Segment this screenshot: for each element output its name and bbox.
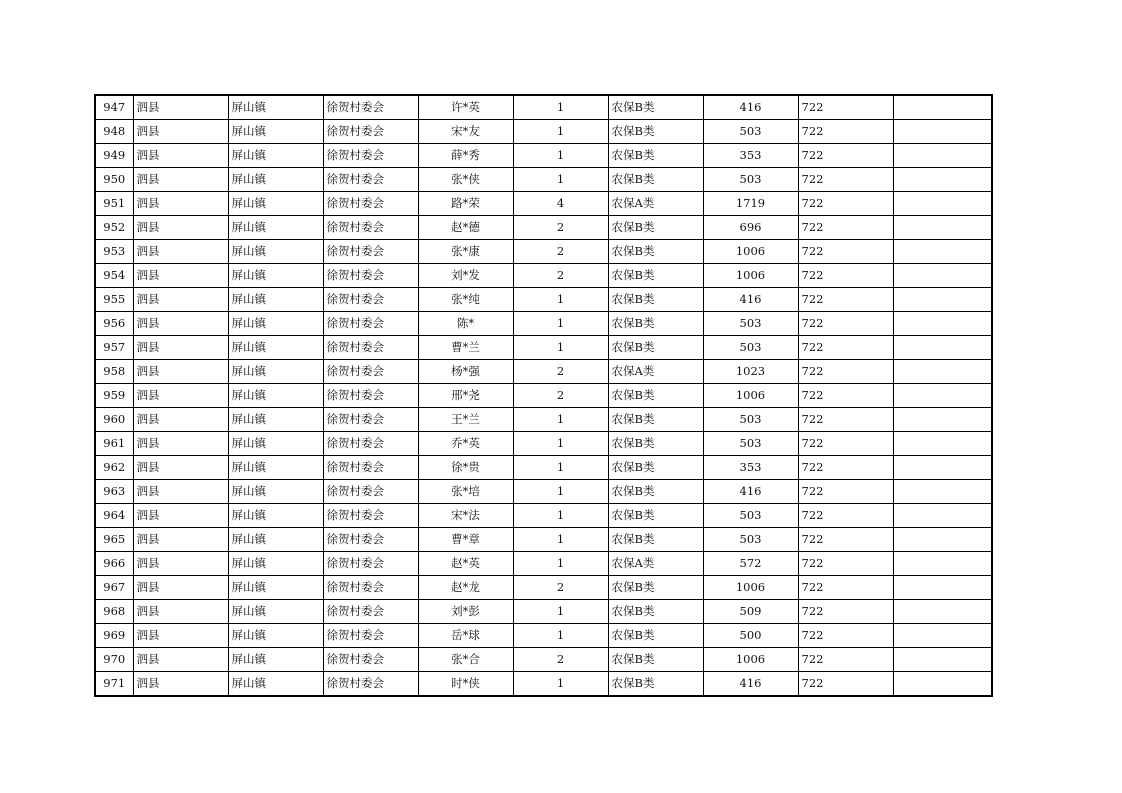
insurance-type-cell: 农保B类 (608, 120, 703, 144)
town-cell: 屏山镇 (228, 432, 323, 456)
household-count-cell: 1 (513, 95, 608, 120)
note-cell (893, 384, 992, 408)
table-row (95, 120, 992, 144)
name-cell: 张*培 (418, 480, 513, 504)
note-cell (893, 360, 992, 384)
county-cell: 泗县 (133, 95, 228, 120)
name-cell: 宋*友 (418, 120, 513, 144)
village-cell: 徐贺村委会 (323, 120, 418, 144)
county-cell: 泗县 (133, 672, 228, 697)
table-row (95, 192, 992, 216)
household-count-cell: 1 (513, 432, 608, 456)
village-cell: 徐贺村委会 (323, 192, 418, 216)
amount-cell: 1006 (703, 576, 798, 600)
household-count-cell: 2 (513, 216, 608, 240)
row-number-cell: 950 (95, 168, 133, 192)
town-cell: 屏山镇 (228, 672, 323, 697)
code-cell: 722 (798, 360, 893, 384)
town-cell: 屏山镇 (228, 456, 323, 480)
village-cell: 徐贺村委会 (323, 336, 418, 360)
amount-cell: 503 (703, 312, 798, 336)
town-cell: 屏山镇 (228, 504, 323, 528)
town-cell: 屏山镇 (228, 480, 323, 504)
village-cell: 徐贺村委会 (323, 312, 418, 336)
note-cell (893, 456, 992, 480)
note-cell (893, 552, 992, 576)
village-cell: 徐贺村委会 (323, 528, 418, 552)
code-cell: 722 (798, 528, 893, 552)
note-cell (893, 288, 992, 312)
name-cell: 薛*秀 (418, 144, 513, 168)
village-cell: 徐贺村委会 (323, 504, 418, 528)
insurance-type-cell: 农保B类 (608, 144, 703, 168)
town-cell: 屏山镇 (228, 288, 323, 312)
table-row (95, 384, 992, 408)
insurance-type-cell: 农保A类 (608, 360, 703, 384)
town-cell: 屏山镇 (228, 528, 323, 552)
note-cell (893, 504, 992, 528)
row-number-cell: 953 (95, 240, 133, 264)
code-cell: 722 (798, 576, 893, 600)
town-cell: 屏山镇 (228, 312, 323, 336)
insurance-type-cell: 农保B类 (608, 384, 703, 408)
town-cell: 屏山镇 (228, 384, 323, 408)
code-cell: 722 (798, 408, 893, 432)
insurance-type-cell: 农保A类 (608, 552, 703, 576)
note-cell (893, 168, 992, 192)
code-cell: 722 (798, 432, 893, 456)
row-number-cell: 952 (95, 216, 133, 240)
town-cell: 屏山镇 (228, 336, 323, 360)
county-cell: 泗县 (133, 624, 228, 648)
table-row (95, 528, 992, 552)
table-row (95, 288, 992, 312)
note-cell (893, 624, 992, 648)
household-count-cell: 1 (513, 624, 608, 648)
note-cell (893, 95, 992, 120)
code-cell: 722 (798, 480, 893, 504)
county-cell: 泗县 (133, 384, 228, 408)
village-cell: 徐贺村委会 (323, 384, 418, 408)
row-number-cell: 968 (95, 600, 133, 624)
county-cell: 泗县 (133, 504, 228, 528)
table-body (95, 95, 992, 696)
code-cell: 722 (798, 120, 893, 144)
amount-cell: 353 (703, 456, 798, 480)
row-number-cell: 967 (95, 576, 133, 600)
code-cell: 722 (798, 552, 893, 576)
insurance-type-cell: 农保B类 (608, 648, 703, 672)
county-cell: 泗县 (133, 432, 228, 456)
town-cell: 屏山镇 (228, 216, 323, 240)
table-row (95, 264, 992, 288)
code-cell: 722 (798, 192, 893, 216)
village-cell: 徐贺村委会 (323, 216, 418, 240)
note-cell (893, 432, 992, 456)
village-cell: 徐贺村委会 (323, 456, 418, 480)
village-cell: 徐贺村委会 (323, 288, 418, 312)
note-cell (893, 216, 992, 240)
county-cell: 泗县 (133, 192, 228, 216)
table-row (95, 432, 992, 456)
household-count-cell: 1 (513, 120, 608, 144)
name-cell: 陈* (418, 312, 513, 336)
table-row (95, 672, 992, 697)
note-cell (893, 336, 992, 360)
county-cell: 泗县 (133, 648, 228, 672)
note-cell (893, 240, 992, 264)
insurance-type-cell: 农保B类 (608, 312, 703, 336)
code-cell: 722 (798, 264, 893, 288)
amount-cell: 509 (703, 600, 798, 624)
row-number-cell: 962 (95, 456, 133, 480)
household-count-cell: 1 (513, 672, 608, 697)
note-cell (893, 192, 992, 216)
town-cell: 屏山镇 (228, 144, 323, 168)
row-number-cell: 949 (95, 144, 133, 168)
household-count-cell: 1 (513, 552, 608, 576)
village-cell: 徐贺村委会 (323, 168, 418, 192)
household-count-cell: 1 (513, 528, 608, 552)
village-cell: 徐贺村委会 (323, 552, 418, 576)
row-number-cell: 965 (95, 528, 133, 552)
amount-cell: 1023 (703, 360, 798, 384)
household-count-cell: 1 (513, 456, 608, 480)
amount-cell: 503 (703, 120, 798, 144)
county-cell: 泗县 (133, 216, 228, 240)
amount-cell: 416 (703, 672, 798, 697)
row-number-cell: 947 (95, 95, 133, 120)
code-cell: 722 (798, 216, 893, 240)
village-cell: 徐贺村委会 (323, 576, 418, 600)
town-cell: 屏山镇 (228, 408, 323, 432)
row-number-cell: 964 (95, 504, 133, 528)
row-number-cell: 960 (95, 408, 133, 432)
table-row (95, 408, 992, 432)
insurance-type-cell: 农保B类 (608, 672, 703, 697)
row-number-cell: 948 (95, 120, 133, 144)
name-cell: 乔*英 (418, 432, 513, 456)
town-cell: 屏山镇 (228, 552, 323, 576)
name-cell: 时*侠 (418, 672, 513, 697)
row-number-cell: 951 (95, 192, 133, 216)
county-cell: 泗县 (133, 360, 228, 384)
code-cell: 722 (798, 384, 893, 408)
insurance-type-cell: 农保B类 (608, 576, 703, 600)
row-number-cell: 961 (95, 432, 133, 456)
table-row (95, 552, 992, 576)
code-cell: 722 (798, 624, 893, 648)
insurance-type-cell: 农保B类 (608, 480, 703, 504)
note-cell (893, 600, 992, 624)
amount-cell: 1006 (703, 384, 798, 408)
name-cell: 赵*龙 (418, 576, 513, 600)
insurance-type-cell: 农保B类 (608, 240, 703, 264)
code-cell: 722 (798, 456, 893, 480)
note-cell (893, 264, 992, 288)
table-row (95, 600, 992, 624)
row-number-cell: 963 (95, 480, 133, 504)
amount-cell: 503 (703, 432, 798, 456)
row-number-cell: 959 (95, 384, 133, 408)
note-cell (893, 576, 992, 600)
data-table (94, 94, 993, 697)
amount-cell: 503 (703, 528, 798, 552)
amount-cell: 572 (703, 552, 798, 576)
county-cell: 泗县 (133, 576, 228, 600)
amount-cell: 1006 (703, 648, 798, 672)
note-cell (893, 144, 992, 168)
town-cell: 屏山镇 (228, 240, 323, 264)
county-cell: 泗县 (133, 600, 228, 624)
insurance-type-cell: 农保B类 (608, 168, 703, 192)
county-cell: 泗县 (133, 552, 228, 576)
county-cell: 泗县 (133, 288, 228, 312)
insurance-type-cell: 农保B类 (608, 95, 703, 120)
town-cell: 屏山镇 (228, 600, 323, 624)
household-count-cell: 1 (513, 408, 608, 432)
amount-cell: 416 (703, 480, 798, 504)
name-cell: 曹*兰 (418, 336, 513, 360)
code-cell: 722 (798, 672, 893, 697)
name-cell: 张*侠 (418, 168, 513, 192)
household-count-cell: 1 (513, 480, 608, 504)
town-cell: 屏山镇 (228, 624, 323, 648)
household-count-cell: 2 (513, 576, 608, 600)
household-count-cell: 2 (513, 648, 608, 672)
town-cell: 屏山镇 (228, 648, 323, 672)
name-cell: 张*纯 (418, 288, 513, 312)
household-count-cell: 1 (513, 504, 608, 528)
county-cell: 泗县 (133, 336, 228, 360)
note-cell (893, 120, 992, 144)
note-cell (893, 480, 992, 504)
row-number-cell: 970 (95, 648, 133, 672)
amount-cell: 1006 (703, 240, 798, 264)
table-row (95, 576, 992, 600)
insurance-type-cell: 农保B类 (608, 264, 703, 288)
table-row (95, 312, 992, 336)
table-row (95, 648, 992, 672)
county-cell: 泗县 (133, 456, 228, 480)
code-cell: 722 (798, 168, 893, 192)
note-cell (893, 648, 992, 672)
row-number-cell: 954 (95, 264, 133, 288)
row-number-cell: 969 (95, 624, 133, 648)
name-cell: 赵*英 (418, 552, 513, 576)
amount-cell: 416 (703, 95, 798, 120)
table-row (95, 95, 992, 120)
table-row (95, 624, 992, 648)
name-cell: 张*康 (418, 240, 513, 264)
village-cell: 徐贺村委会 (323, 240, 418, 264)
household-count-cell: 2 (513, 240, 608, 264)
household-count-cell: 1 (513, 288, 608, 312)
town-cell: 屏山镇 (228, 576, 323, 600)
code-cell: 722 (798, 600, 893, 624)
insurance-type-cell: 农保B类 (608, 336, 703, 360)
insurance-type-cell: 农保B类 (608, 408, 703, 432)
name-cell: 赵*德 (418, 216, 513, 240)
table-row (95, 168, 992, 192)
table-row (95, 216, 992, 240)
insurance-type-cell: 农保B类 (608, 528, 703, 552)
town-cell: 屏山镇 (228, 95, 323, 120)
village-cell: 徐贺村委会 (323, 360, 418, 384)
note-cell (893, 408, 992, 432)
household-count-cell: 1 (513, 600, 608, 624)
town-cell: 屏山镇 (228, 168, 323, 192)
row-number-cell: 958 (95, 360, 133, 384)
name-cell: 刘*发 (418, 264, 513, 288)
code-cell: 722 (798, 336, 893, 360)
amount-cell: 696 (703, 216, 798, 240)
village-cell: 徐贺村委会 (323, 95, 418, 120)
insurance-type-cell: 农保B类 (608, 624, 703, 648)
amount-cell: 503 (703, 336, 798, 360)
table-row (95, 480, 992, 504)
household-count-cell: 2 (513, 360, 608, 384)
name-cell: 岳*球 (418, 624, 513, 648)
name-cell: 曹*章 (418, 528, 513, 552)
table-row (95, 456, 992, 480)
insurance-type-cell: 农保B类 (608, 600, 703, 624)
row-number-cell: 956 (95, 312, 133, 336)
household-count-cell: 2 (513, 384, 608, 408)
name-cell: 许*英 (418, 95, 513, 120)
village-cell: 徐贺村委会 (323, 624, 418, 648)
village-cell: 徐贺村委会 (323, 480, 418, 504)
county-cell: 泗县 (133, 168, 228, 192)
insurance-type-cell: 农保B类 (608, 456, 703, 480)
town-cell: 屏山镇 (228, 120, 323, 144)
name-cell: 杨*强 (418, 360, 513, 384)
code-cell: 722 (798, 240, 893, 264)
code-cell: 722 (798, 648, 893, 672)
name-cell: 王*兰 (418, 408, 513, 432)
insurance-type-cell: 农保A类 (608, 192, 703, 216)
insurance-type-cell: 农保B类 (608, 288, 703, 312)
household-count-cell: 2 (513, 264, 608, 288)
amount-cell: 353 (703, 144, 798, 168)
county-cell: 泗县 (133, 480, 228, 504)
row-number-cell: 955 (95, 288, 133, 312)
row-number-cell: 971 (95, 672, 133, 697)
note-cell (893, 672, 992, 697)
county-cell: 泗县 (133, 264, 228, 288)
table-row (95, 504, 992, 528)
name-cell: 路*荣 (418, 192, 513, 216)
note-cell (893, 312, 992, 336)
village-cell: 徐贺村委会 (323, 648, 418, 672)
insurance-type-cell: 农保B类 (608, 504, 703, 528)
village-cell: 徐贺村委会 (323, 432, 418, 456)
row-number-cell: 957 (95, 336, 133, 360)
code-cell: 722 (798, 144, 893, 168)
household-count-cell: 1 (513, 144, 608, 168)
amount-cell: 1006 (703, 264, 798, 288)
name-cell: 刘*彭 (418, 600, 513, 624)
village-cell: 徐贺村委会 (323, 264, 418, 288)
row-number-cell: 966 (95, 552, 133, 576)
name-cell: 徐*贵 (418, 456, 513, 480)
town-cell: 屏山镇 (228, 264, 323, 288)
household-count-cell: 1 (513, 312, 608, 336)
town-cell: 屏山镇 (228, 192, 323, 216)
name-cell: 邢*尧 (418, 384, 513, 408)
county-cell: 泗县 (133, 144, 228, 168)
table-row (95, 336, 992, 360)
village-cell: 徐贺村委会 (323, 144, 418, 168)
code-cell: 722 (798, 95, 893, 120)
code-cell: 722 (798, 504, 893, 528)
name-cell: 张*合 (418, 648, 513, 672)
insurance-type-cell: 农保B类 (608, 432, 703, 456)
town-cell: 屏山镇 (228, 360, 323, 384)
code-cell: 722 (798, 312, 893, 336)
table-row (95, 360, 992, 384)
insurance-type-cell: 农保B类 (608, 216, 703, 240)
county-cell: 泗县 (133, 240, 228, 264)
amount-cell: 500 (703, 624, 798, 648)
amount-cell: 503 (703, 168, 798, 192)
household-count-cell: 1 (513, 336, 608, 360)
village-cell: 徐贺村委会 (323, 672, 418, 697)
amount-cell: 503 (703, 504, 798, 528)
county-cell: 泗县 (133, 528, 228, 552)
table-row (95, 240, 992, 264)
village-cell: 徐贺村委会 (323, 408, 418, 432)
village-cell: 徐贺村委会 (323, 600, 418, 624)
amount-cell: 416 (703, 288, 798, 312)
household-count-cell: 4 (513, 192, 608, 216)
household-count-cell: 1 (513, 168, 608, 192)
table-row (95, 144, 992, 168)
name-cell: 宋*法 (418, 504, 513, 528)
note-cell (893, 528, 992, 552)
county-cell: 泗县 (133, 312, 228, 336)
amount-cell: 1719 (703, 192, 798, 216)
county-cell: 泗县 (133, 120, 228, 144)
county-cell: 泗县 (133, 408, 228, 432)
code-cell: 722 (798, 288, 893, 312)
amount-cell: 503 (703, 408, 798, 432)
